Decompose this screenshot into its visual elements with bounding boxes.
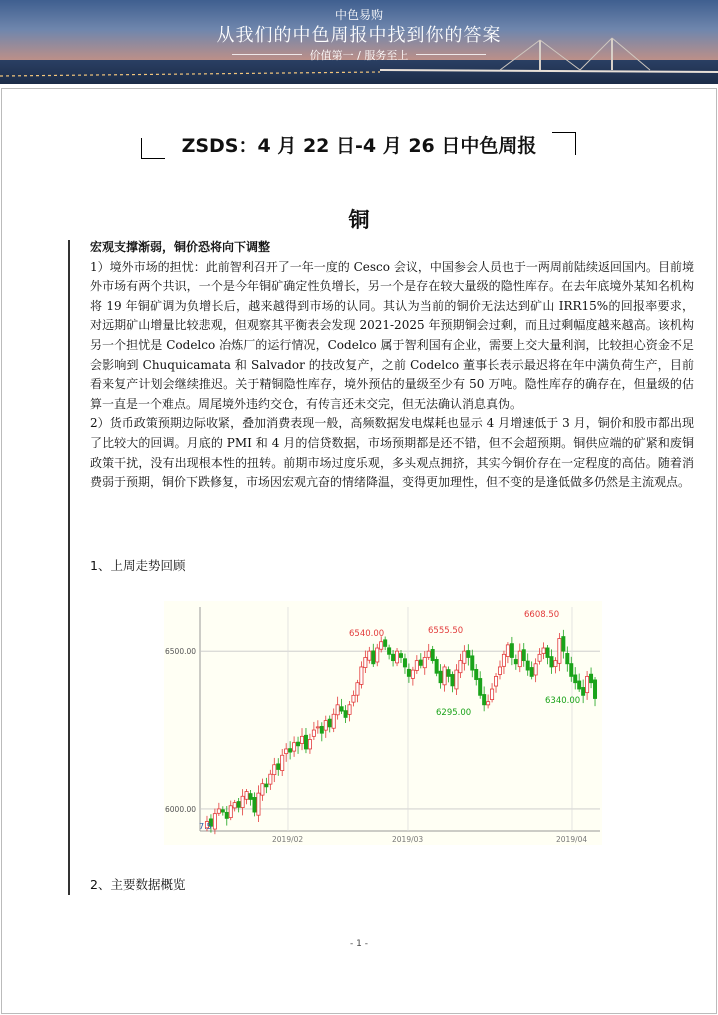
- candle-body: [506, 645, 509, 657]
- corner-label: 7.5: [199, 822, 212, 831]
- candle-body: [277, 764, 280, 770]
- candle-body: [534, 664, 537, 675]
- candle-body: [403, 659, 406, 667]
- candle-body: [407, 669, 410, 676]
- article-body: [90, 238, 694, 493]
- candle-body: [332, 714, 335, 728]
- candle-body: [415, 661, 418, 671]
- header-banner: [0, 0, 718, 84]
- candle-body: [483, 695, 486, 705]
- candle-body: [304, 735, 307, 749]
- y-tick-label: 6500.00: [165, 647, 197, 657]
- page-number: - 1 -: [350, 939, 368, 949]
- candle-body: [459, 661, 462, 673]
- candle-body: [281, 755, 284, 770]
- banner-tagline: 价值第一 / 服务至上: [309, 49, 409, 62]
- candle-body: [352, 695, 355, 702]
- candle-body: [593, 680, 596, 699]
- candle-body: [225, 812, 228, 818]
- candle-body: [443, 667, 446, 685]
- candle-body: [372, 651, 375, 664]
- candle-body: [261, 784, 264, 795]
- candle-body: [451, 674, 454, 685]
- candle-body: [475, 669, 478, 679]
- candle-body: [384, 640, 387, 647]
- candle-body: [546, 648, 549, 658]
- paragraph-2: 2）货币政策预期边际收紧，叠加消费表现一般，高频数据发电煤耗也显示 4 月增速低于 3 月，铜价和股市都出现了比较大的回调。月底的 PMI 和 4 月的信贷数据，市场预期都是还不错，但不会超预期。铜供应端的矿紧和废铜政策干扰，没有出现根本性的扭转。前期市场过度乐观，多头观点拥挤，其实今铜价存在一定程度的高估。随着消费弱于预期，铜价下跌修复，市场因宏观亢奋的情绪降温，变得更加理性，但不变的是逢低做多仍然是主流观点。: [90, 416, 694, 490]
- candle-body: [368, 651, 371, 660]
- candle-body: [399, 654, 402, 658]
- subheading-data-overview: 2、主要数据概览: [90, 877, 186, 892]
- candle-body: [344, 711, 347, 718]
- candle-body: [447, 670, 450, 677]
- candle-body: [395, 651, 398, 663]
- candle-body: [423, 657, 426, 667]
- candle-body: [257, 793, 260, 815]
- y-tick-label: 6000.00: [165, 804, 197, 814]
- candle-body: [510, 644, 513, 658]
- candle-body: [562, 637, 565, 652]
- candle-body: [589, 674, 592, 683]
- candle-body: [380, 642, 383, 650]
- candle-body: [265, 784, 268, 787]
- candle-body: [463, 651, 466, 663]
- candle-body: [316, 727, 319, 728]
- page-frame-bottom: [1, 1013, 717, 1014]
- candle-body: [471, 656, 474, 670]
- candle-body: [530, 668, 533, 677]
- candle-body: [364, 657, 367, 667]
- candle-body: [439, 671, 442, 683]
- candle-body: [542, 648, 545, 654]
- candle-body: [411, 670, 414, 678]
- page-frame-top: [1, 88, 717, 89]
- candle-body: [217, 809, 220, 813]
- section-heading: 铜: [348, 208, 370, 232]
- candle-body: [526, 661, 529, 670]
- candle-body: [514, 659, 517, 663]
- candle-body: [296, 742, 299, 746]
- candle-body: [490, 689, 493, 700]
- candle-body: [431, 649, 434, 660]
- candle-body: [213, 814, 216, 829]
- price-chart: [164, 601, 602, 845]
- candle-body: [289, 749, 292, 753]
- x-tick-label: 2019/02: [272, 835, 304, 844]
- candle-body: [269, 774, 272, 784]
- paragraph-1: 1）境外市场的担忧：此前智利召开了一年一度的 Cesco 会议，中国参会人员也于一两周前陆续返回国内。目前境外市场有两个共识，一个是今年铜矿确定性负增长，另一个是存在较大量级的隐性库存。在去年底境外某知名机构将 19 年铜矿调为负增长后，越来越得到市场的认同。其认为当前的铜价无法达到矿山 IRR15%的回报率要求，对远期矿山增量比较悲观，但观察其平衡表会发现 2021-2025 年预期铜会过剩，而且过剩幅度越来越高。该机构另一个担忧是 Codelco 冶炼厂的运行情况，Codelco 属于智利国有企业，需要上交大量利润，比较担心资金不足会影响到 Chuquicamata 和 Salvador 的技改复产，之前 Codelco 董事长表示最迟将在年中满负荷生产，目前看来复产计划会继续推迟。关于精铜隐性库存，境外预估的量级至少有 50 万吨。隐性库存的确存在，但量级的估算一直是一个难点。周尾境外违约交仓，有传言还未交完，但无法确认消息真伪。: [90, 259, 694, 411]
- candle-body: [376, 648, 379, 662]
- candle-body: [356, 683, 359, 695]
- candle-body: [241, 796, 244, 807]
- x-tick-label: 2019/04: [556, 835, 588, 844]
- candle-body: [419, 660, 422, 665]
- candle-body: [312, 730, 315, 736]
- candle-body: [391, 654, 394, 660]
- candle-body: [582, 687, 585, 695]
- candle-body: [494, 676, 497, 686]
- price-annotation: 6608.50: [524, 610, 560, 620]
- candle-body: [328, 719, 331, 727]
- left-margin-bar: [68, 240, 70, 895]
- candle-body: [427, 651, 430, 657]
- candle-body: [324, 721, 327, 731]
- candle-body: [249, 794, 252, 800]
- candle-body: [550, 657, 553, 667]
- candlestick-chart: [164, 601, 602, 845]
- candle-body: [518, 651, 521, 666]
- subheading-weekly-review: 1、上周走势回顾: [90, 558, 186, 573]
- candle-body: [538, 654, 541, 661]
- candle-body: [285, 749, 288, 754]
- candle-body: [388, 648, 391, 655]
- candle-body: [435, 659, 438, 673]
- candle-body: [348, 705, 351, 715]
- candle-body: [336, 705, 339, 715]
- candle-body: [554, 661, 557, 667]
- candle-body: [300, 736, 303, 743]
- candle-body: [237, 802, 240, 808]
- candle-body: [320, 726, 323, 733]
- candle-body: [502, 654, 505, 666]
- candle-body: [245, 792, 248, 800]
- candle-body: [221, 810, 224, 812]
- candle-body: [566, 653, 569, 663]
- candle-body: [308, 740, 311, 749]
- candle-body: [273, 765, 276, 775]
- price-annotation: 6295.00: [436, 708, 472, 718]
- candle-body: [233, 803, 236, 808]
- candle-body: [253, 797, 256, 812]
- x-tick-label: 2019/03: [392, 835, 424, 844]
- banner-slogan: 从我们的中色周报中找到你的答案: [216, 25, 502, 46]
- candle-body: [522, 650, 525, 661]
- candle-body: [558, 639, 561, 664]
- candle-body: [292, 743, 295, 751]
- candle-body: [229, 806, 232, 818]
- candle-body: [578, 681, 581, 689]
- price-annotation: 6540.00: [349, 629, 385, 639]
- candle-body: [340, 707, 343, 711]
- candle-body: [498, 667, 501, 675]
- candle-body: [360, 667, 363, 684]
- price-annotation: 6340.00: [545, 696, 581, 706]
- candle-body: [467, 651, 470, 658]
- candle-body: [570, 664, 573, 677]
- banner-brand: 中色易购: [334, 8, 383, 22]
- candle-body: [586, 676, 589, 692]
- article-heading: 宏观支撑渐弱，铜价恐将向下调整: [90, 240, 271, 254]
- report-title: ZSDS：4 月 22 日-4 月 26 日中色周报: [181, 135, 537, 157]
- price-annotation: 6555.50: [428, 626, 464, 636]
- candle-body: [479, 678, 482, 695]
- candle-body: [455, 670, 458, 689]
- candle-body: [487, 702, 490, 705]
- candle-body: [574, 675, 577, 683]
